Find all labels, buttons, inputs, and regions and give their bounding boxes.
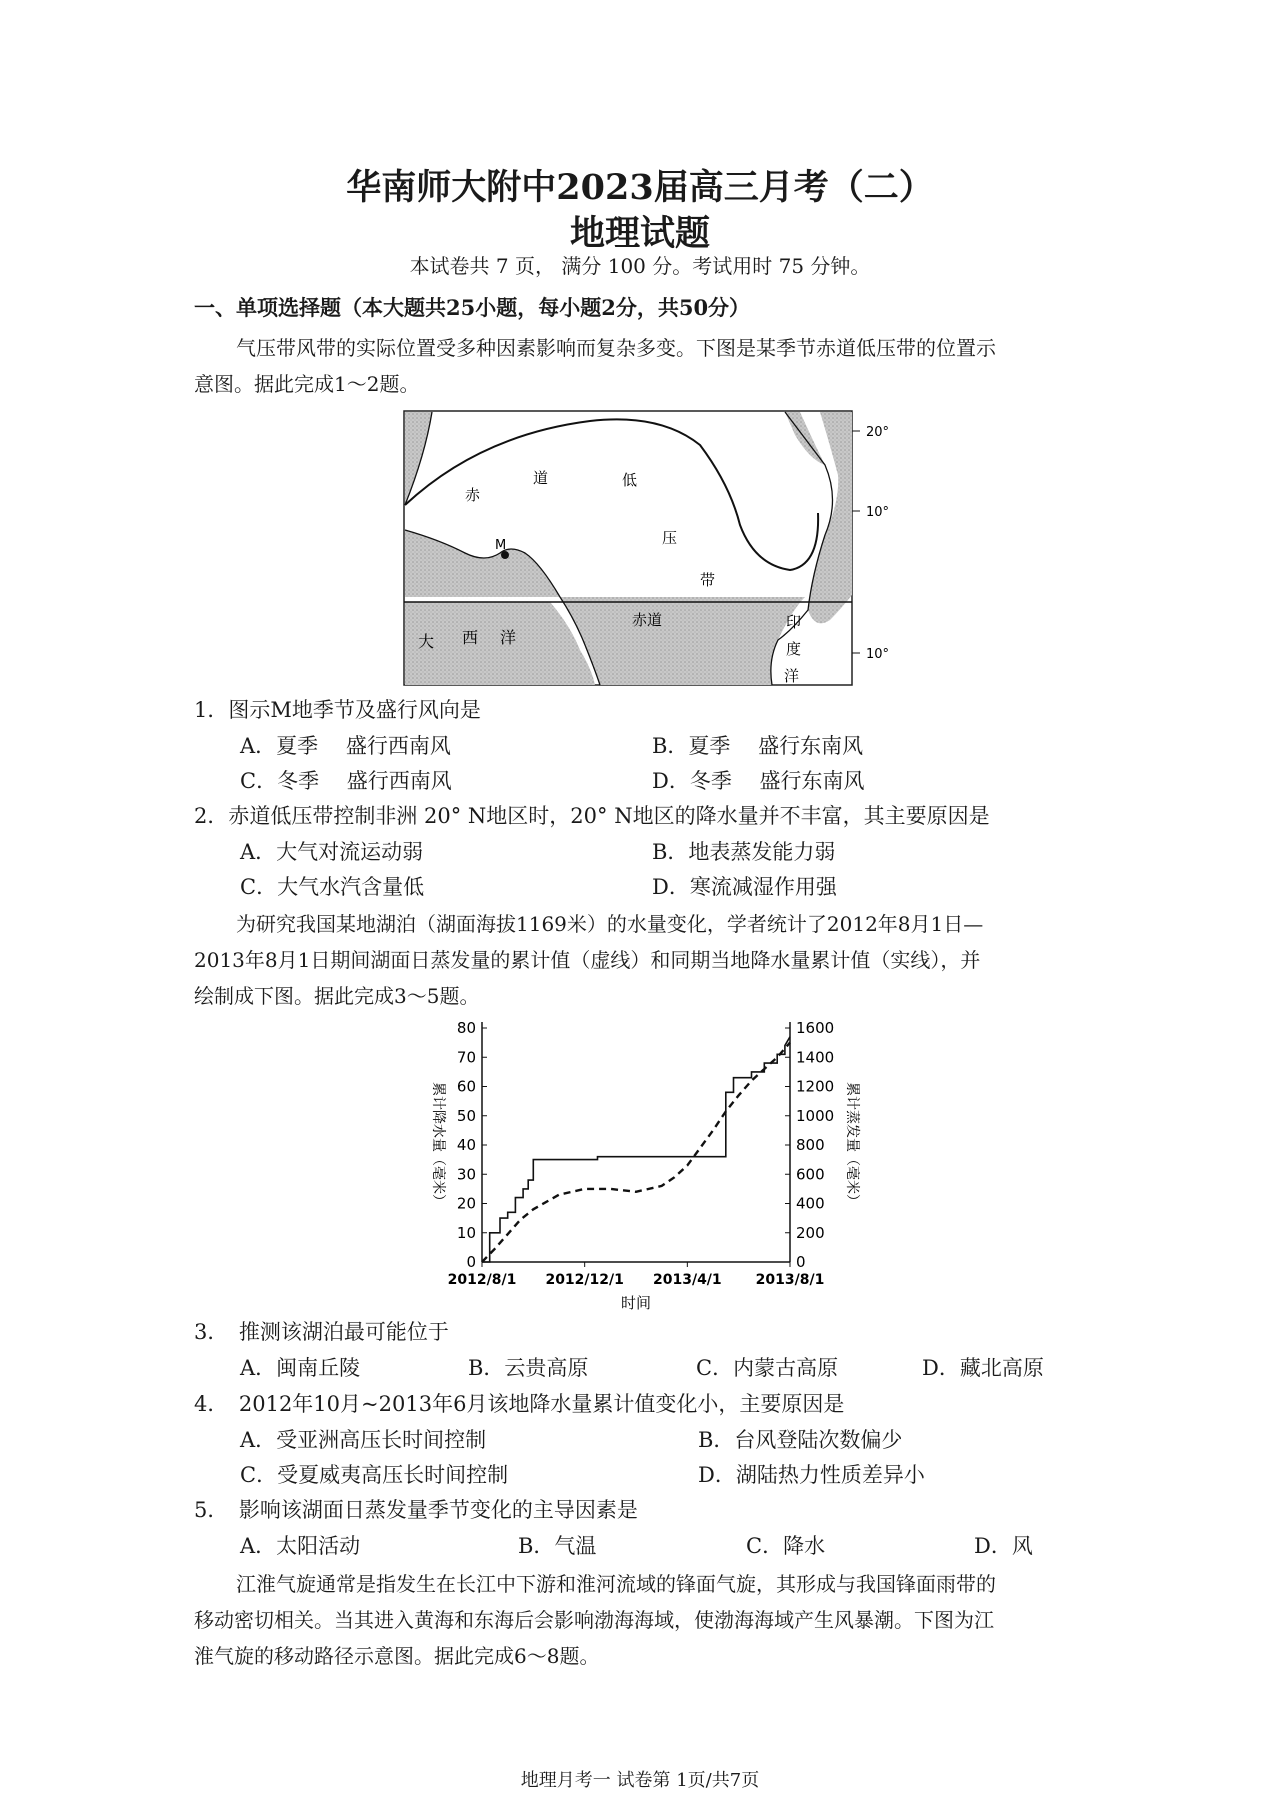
y-right-tick-label: 1600 (796, 1019, 835, 1037)
question-4-stem: 4． 2012年10月~2013年6月该地降水量累计值变化小，主要原因是 (194, 1392, 845, 1416)
subject-title: 地理试题 (569, 213, 710, 254)
passage-1 (194, 330, 1094, 402)
page-footer: 地理月考一 试卷第 1页/共7页 (520, 1770, 760, 1791)
q5-option-b: B．气温 (518, 1534, 597, 1558)
y-left-tick-label: 40 (456, 1136, 476, 1154)
y-left-tick-label: 50 (456, 1106, 476, 1125)
belt-label: 带 (700, 571, 716, 589)
ocean-label: 度 (786, 640, 802, 658)
q3-option-a: A．闽南丘陵 (240, 1356, 361, 1380)
y-axis-right-label: 累计蒸发量（毫米） (844, 1082, 860, 1208)
y-left-tick-label: 30 (456, 1165, 476, 1184)
lake-water-chart (400, 1010, 900, 1310)
passage-2-line: 为研究我国某地湖泊（湖面海拔1169米）的水量变化，学者统计了2012年8月1日— (236, 912, 984, 936)
x-axis-label: 时间 (620, 1294, 652, 1310)
q4-option-b: B．台风登陆次数偏少 (698, 1428, 903, 1452)
passage-3-line: 淮气旋的移动路径示意图。据此完成6～8题。 (194, 1644, 600, 1668)
q1-option-c: C．冬季 盛行西南风 (240, 769, 452, 793)
q3-option-b: B．云贵高原 (468, 1356, 589, 1380)
q3-option-d: D．藏北高原 (922, 1356, 1044, 1380)
q1-option-d: D．冬季 盛行东南风 (652, 769, 865, 793)
q5-option-c: C．降水 (746, 1534, 826, 1558)
passage-3 (194, 1566, 1094, 1674)
lat-label: 10° (866, 647, 890, 662)
passage-3-line: 移动密切相关。当其进入黄海和东海后会影响渤海海域，使渤海海域产生风暴潮。下图为江 (194, 1608, 994, 1632)
q5-option-a: A．太阳活动 (240, 1534, 361, 1558)
q1-option-b: B．夏季 盛行东南风 (652, 734, 864, 758)
belt-label: 道 (533, 469, 549, 487)
q4-option-c: C．受夏威夷高压长时间控制 (240, 1463, 509, 1487)
belt-label: 压 (662, 529, 678, 547)
q5-option-d: D．风 (974, 1534, 1033, 1558)
q2-option-b: B．地表蒸发能力弱 (652, 840, 836, 864)
question-1-stem: 1．图示M地季节及盛行风向是 (194, 698, 481, 722)
ocean-label: 印 (786, 613, 802, 631)
q2-option-a: A．大气对流运动弱 (240, 840, 424, 864)
y-right-tick-label: 1200 (796, 1077, 835, 1096)
q4-option-d: D．湖陆热力性质差异小 (698, 1463, 925, 1487)
question-3-stem: 3． 推测该湖泊最可能位于 (194, 1320, 449, 1344)
question-2-stem: 2．赤道低压带控制非洲 20° N地区时，20° N地区的降水量并不丰富，其主要原因是 (194, 804, 990, 828)
belt-label: 低 (622, 471, 638, 489)
lat-label: 10° (866, 505, 890, 520)
y-right-tick-label: 1000 (796, 1106, 835, 1125)
q2-option-c: C．大气水汽含量低 (240, 875, 425, 899)
passage-3-line: 江淮气旋通常是指发生在长江中下游和淮河流域的锋面气旋，其形成与我国锋面雨带的 (236, 1572, 996, 1596)
passage-2-line: 2013年8月1日期间湖面日蒸发量的累计值（虚线）和同期当地降水量累计值（实线），并 (194, 948, 981, 972)
y-right-tick-label: 1400 (796, 1048, 835, 1067)
ocean-label: 西 (462, 628, 479, 647)
section-heading: 一、单项选择题（本大题共25小题，每小题2分，共50分） (194, 295, 751, 320)
passage-1-line: 意图。据此完成1～2题。 (194, 372, 420, 396)
equator-label: 赤道 (632, 611, 663, 629)
y-left-tick-label: 20 (456, 1194, 476, 1213)
question-5-stem: 5． 影响该湖面日蒸发量季节变化的主导因素是 (194, 1498, 638, 1522)
evaporation-series-line (482, 1043, 790, 1262)
y-left-tick-label: 80 (456, 1019, 476, 1037)
equatorial-low-map (400, 405, 920, 695)
y-right-tick-label: 800 (796, 1136, 825, 1154)
land-area (560, 597, 805, 685)
ocean-label: 洋 (500, 628, 517, 647)
point-m-label: M (495, 538, 507, 553)
exam-info: 本试卷共 7 页， 满分 100 分。考试用时 75 分钟。 (409, 254, 871, 278)
q1-option-a: A．夏季 盛行西南风 (240, 734, 451, 758)
belt-label: 赤 (465, 486, 481, 504)
y-axis-left-label: 累计降水量（毫米） (430, 1082, 446, 1208)
passage-2-line: 绘制成下图。据此完成3～5题。 (194, 984, 480, 1008)
exam-title: 华南师大附中2023届高三月考（二） (346, 167, 934, 208)
q2-option-d: D．寒流减湿作用强 (652, 875, 837, 899)
y-right-tick-label: 200 (796, 1223, 825, 1242)
y-right-tick-label: 600 (796, 1165, 825, 1184)
q3-option-c: C．内蒙古高原 (696, 1356, 839, 1380)
ocean-label: 大 (418, 632, 435, 651)
precipitation-series-line (482, 1037, 790, 1262)
x-tick-label: 2012/12/1 (545, 1272, 624, 1288)
passage-2 (194, 906, 1094, 1014)
q4-option-a: A．受亚洲高压长时间控制 (240, 1428, 487, 1452)
x-tick-label: 2013/4/1 (652, 1272, 722, 1288)
y-left-tick-label: 10 (456, 1223, 476, 1242)
y-right-tick-label: 0 (796, 1253, 806, 1271)
y-left-tick-label: 70 (456, 1048, 476, 1067)
lat-label: 20° (866, 425, 890, 440)
y-right-tick-label: 400 (796, 1194, 825, 1213)
x-tick-label: 2012/8/1 (447, 1272, 517, 1288)
y-left-tick-label: 60 (456, 1077, 476, 1096)
passage-1-line: 气压带风带的实际位置受多种因素影响而复杂多变。下图是某季节赤道低压带的位置示 (236, 336, 996, 360)
x-tick-label: 2013/8/1 (755, 1272, 825, 1288)
ocean-label: 洋 (784, 667, 800, 685)
y-left-tick-label: 0 (466, 1253, 476, 1271)
